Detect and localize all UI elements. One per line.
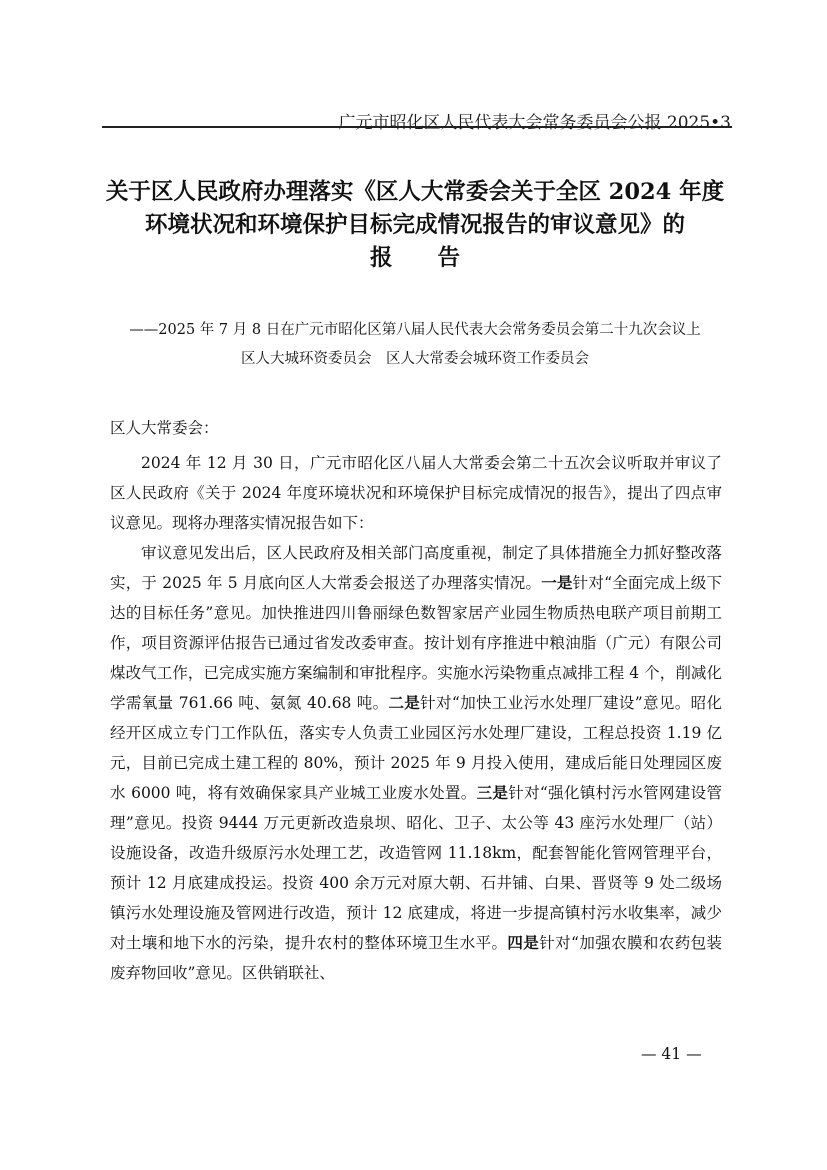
document-subtitle <box>90 316 740 374</box>
point-marker-4: 四是 <box>507 933 540 952</box>
page-number: — 41 — <box>641 1045 702 1063</box>
paragraph-text: 针对“加快工业污水处理厂建设”意见。昭化经开区成立专门工作队伍，落实专人负责工业园区污水处理厂建设，工程总投资 1.19 亿元，目前已完成土建工程的 80%，预计 2025 年 9 月投入使用，建成后能日处理园区废水 6000 吨，将有效确保家具产业城工业废水处置。 <box>110 694 722 802</box>
body-text <box>110 448 722 988</box>
header-divider <box>102 126 732 128</box>
salutation: 区人大常委会： <box>110 419 219 437</box>
title-line-3: 报 告 <box>369 245 460 271</box>
paragraph-intro: 2024 年 12 月 30 日，广元市昭化区八届人大常委会第二十五次会议听取并审议了区人民政府《关于 2024 年度环境状况和环境保护目标完成情况的报告》，提出了四点审议意见。现将办理落实情况报告如下： <box>110 454 722 532</box>
point-marker-3: 三是 <box>476 783 509 802</box>
title-line-2: 环境状况和环境保护目标完成情况报告的审议意见》的 <box>144 212 685 238</box>
document-title <box>90 176 740 275</box>
point-marker-2: 二是 <box>388 693 421 712</box>
running-header: 广元市昭化区人民代表大会常务委员会公报 2025•3 <box>338 113 731 133</box>
subtitle-authors-line: 区人大城环资委员会 区人大常委会城环资工作委员会 <box>241 351 589 367</box>
point-marker-1: 一是 <box>541 573 573 592</box>
paragraph-text: 针对“强化镇村污水管网建设管理”意见。投资 9444 万元更新改造泉坝、昭化、卫子、太公等 43 座污水处理厂（站）设施设备，改造升级原污水处理工艺，改造管网 11.18km，配套智能化管网管理平台，预计 12 月底建成投运。投资 400 余万元对原大朝、石井铺、白果、晋贤等 9 处二级场镇污水处理设施及管网进行改造，预计 12 底建成，将进一步提高镇村污水收集率，减少对土壤和地下水的污染，提升农村的整体环境卫生水平。 <box>110 784 722 952</box>
title-line-1: 关于区人民政府办理落实《区人大常委会关于全区 2024 年度 <box>105 179 725 205</box>
paragraph-text: 针对“全面完成上级下达的目标任务”意见。加快推进四川鲁丽绿色数智家居产业园生物质热电联产项目前期工作，项目资源评估报告已通过省发改委审查。按计划有序推进中粮油脂（广元）有限公司煤改气工作，已完成实施方案编制和审批程序。实施水污染物重点减排工程 4 个，削减化学需氧量 761.66 吨、氨氮 40.68 吨。 <box>110 574 722 712</box>
paragraph-text: 针对“加强农膜和农药包装废弃物回收”意见。区供销联社、 <box>110 934 722 982</box>
subtitle-meeting-line: ——2025 年 7 月 8 日在广元市昭化区第八届人民代表大会常务委员会第二十九次会议上 <box>129 322 701 338</box>
paragraph-progress <box>110 538 722 988</box>
paragraph-text: 审议意见发出后，区人民政府及相关部门高度重视，制定了具体措施全力抓好整改落实，于 2025 年 5 月底向区人大常委会报送了办理落实情况。 <box>110 544 722 592</box>
